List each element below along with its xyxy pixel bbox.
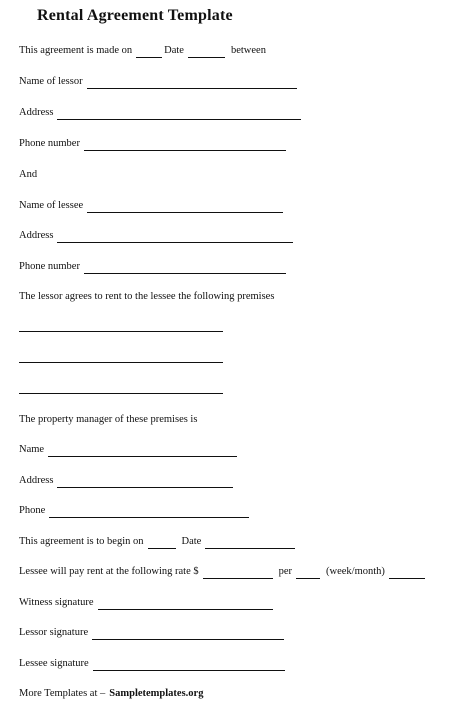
lessor-name-label: Name of lessor <box>19 76 83 87</box>
lessor-signature-row <box>19 626 286 640</box>
manager-phone-row <box>19 504 251 518</box>
rate-per-label: per <box>278 566 293 577</box>
agreement-date-row <box>19 44 266 58</box>
rate-period-field[interactable] <box>296 567 320 579</box>
begin-prefix: This agreement is to begin on <box>19 536 144 547</box>
lessor-phone-label: Phone number <box>19 138 80 149</box>
manager-phone-label: Phone <box>19 505 46 516</box>
lessor-signature-label: Lessor signature <box>19 627 89 638</box>
lessee-name-row <box>19 199 285 213</box>
premises-line-1 <box>19 320 225 332</box>
rate-prefix: Lessee will pay rent at the following rate $ <box>19 566 199 577</box>
date-blank[interactable] <box>188 46 225 58</box>
lessee-address-label: Address <box>19 230 54 241</box>
manager-phone-field[interactable] <box>49 506 249 518</box>
lessor-phone-field[interactable] <box>84 139 286 151</box>
premises-field-1[interactable] <box>19 320 223 332</box>
lessee-signature-row <box>19 657 287 671</box>
rate-unit-field[interactable] <box>389 567 425 579</box>
and-label: And <box>19 169 38 180</box>
lessor-name-field[interactable] <box>87 77 297 89</box>
lessee-signature-label: Lessee signature <box>19 658 89 669</box>
manager-name-field[interactable] <box>48 445 237 457</box>
manager-statement-row <box>19 413 197 427</box>
lessor-address-field[interactable] <box>57 108 301 120</box>
rent-rate-row <box>19 565 427 579</box>
premises-field-2[interactable] <box>19 351 223 363</box>
lessee-phone-label: Phone number <box>19 261 80 272</box>
footer-prefix: More Templates at – <box>19 688 106 699</box>
rate-amount-field[interactable] <box>203 567 273 579</box>
manager-address-field[interactable] <box>57 476 233 488</box>
begin-date-label: Date <box>181 536 202 547</box>
intro-date-label: Date <box>164 45 184 56</box>
intro-prefix: This agreement is made on <box>19 45 133 56</box>
premises-statement-row <box>19 290 274 304</box>
lessee-name-field[interactable] <box>87 201 283 213</box>
begin-date-field[interactable] <box>205 537 295 549</box>
lessee-name-label: Name of lessee <box>19 200 84 211</box>
lessee-address-field[interactable] <box>57 231 293 243</box>
intro-suffix: between <box>230 45 266 56</box>
lessor-phone-row <box>19 137 288 151</box>
footer-site-link[interactable]: Sampletemplates.org <box>109 688 204 699</box>
rate-unit-label: (week/month) <box>326 566 385 577</box>
witness-signature-row <box>19 596 275 610</box>
footer <box>19 687 203 701</box>
premises-line-2 <box>19 351 225 363</box>
lessee-address-row <box>19 229 295 243</box>
premises-statement: The lessor agrees to rent to the lessee the following premises <box>19 291 275 302</box>
witness-signature-label: Witness signature <box>19 597 94 608</box>
manager-address-row <box>19 474 235 488</box>
lessee-phone-field[interactable] <box>84 262 286 274</box>
lessee-signature-field[interactable] <box>93 659 285 671</box>
day-blank[interactable] <box>136 46 162 58</box>
and-row <box>19 168 37 182</box>
lessor-signature-field[interactable] <box>92 628 284 640</box>
manager-statement: The property manager of these premises is <box>19 414 198 425</box>
manager-name-row <box>19 443 239 457</box>
lessor-name-row <box>19 75 299 89</box>
lessor-address-label: Address <box>19 107 54 118</box>
begin-date-row <box>19 535 297 549</box>
lessee-phone-row <box>19 260 288 274</box>
premises-line-3 <box>19 382 225 394</box>
document-title: Rental Agreement Template <box>37 7 233 24</box>
manager-name-label: Name <box>19 444 45 455</box>
lessor-address-row <box>19 106 303 120</box>
premises-field-3[interactable] <box>19 382 223 394</box>
witness-signature-field[interactable] <box>98 598 273 610</box>
manager-address-label: Address <box>19 475 54 486</box>
begin-day-field[interactable] <box>148 537 176 549</box>
